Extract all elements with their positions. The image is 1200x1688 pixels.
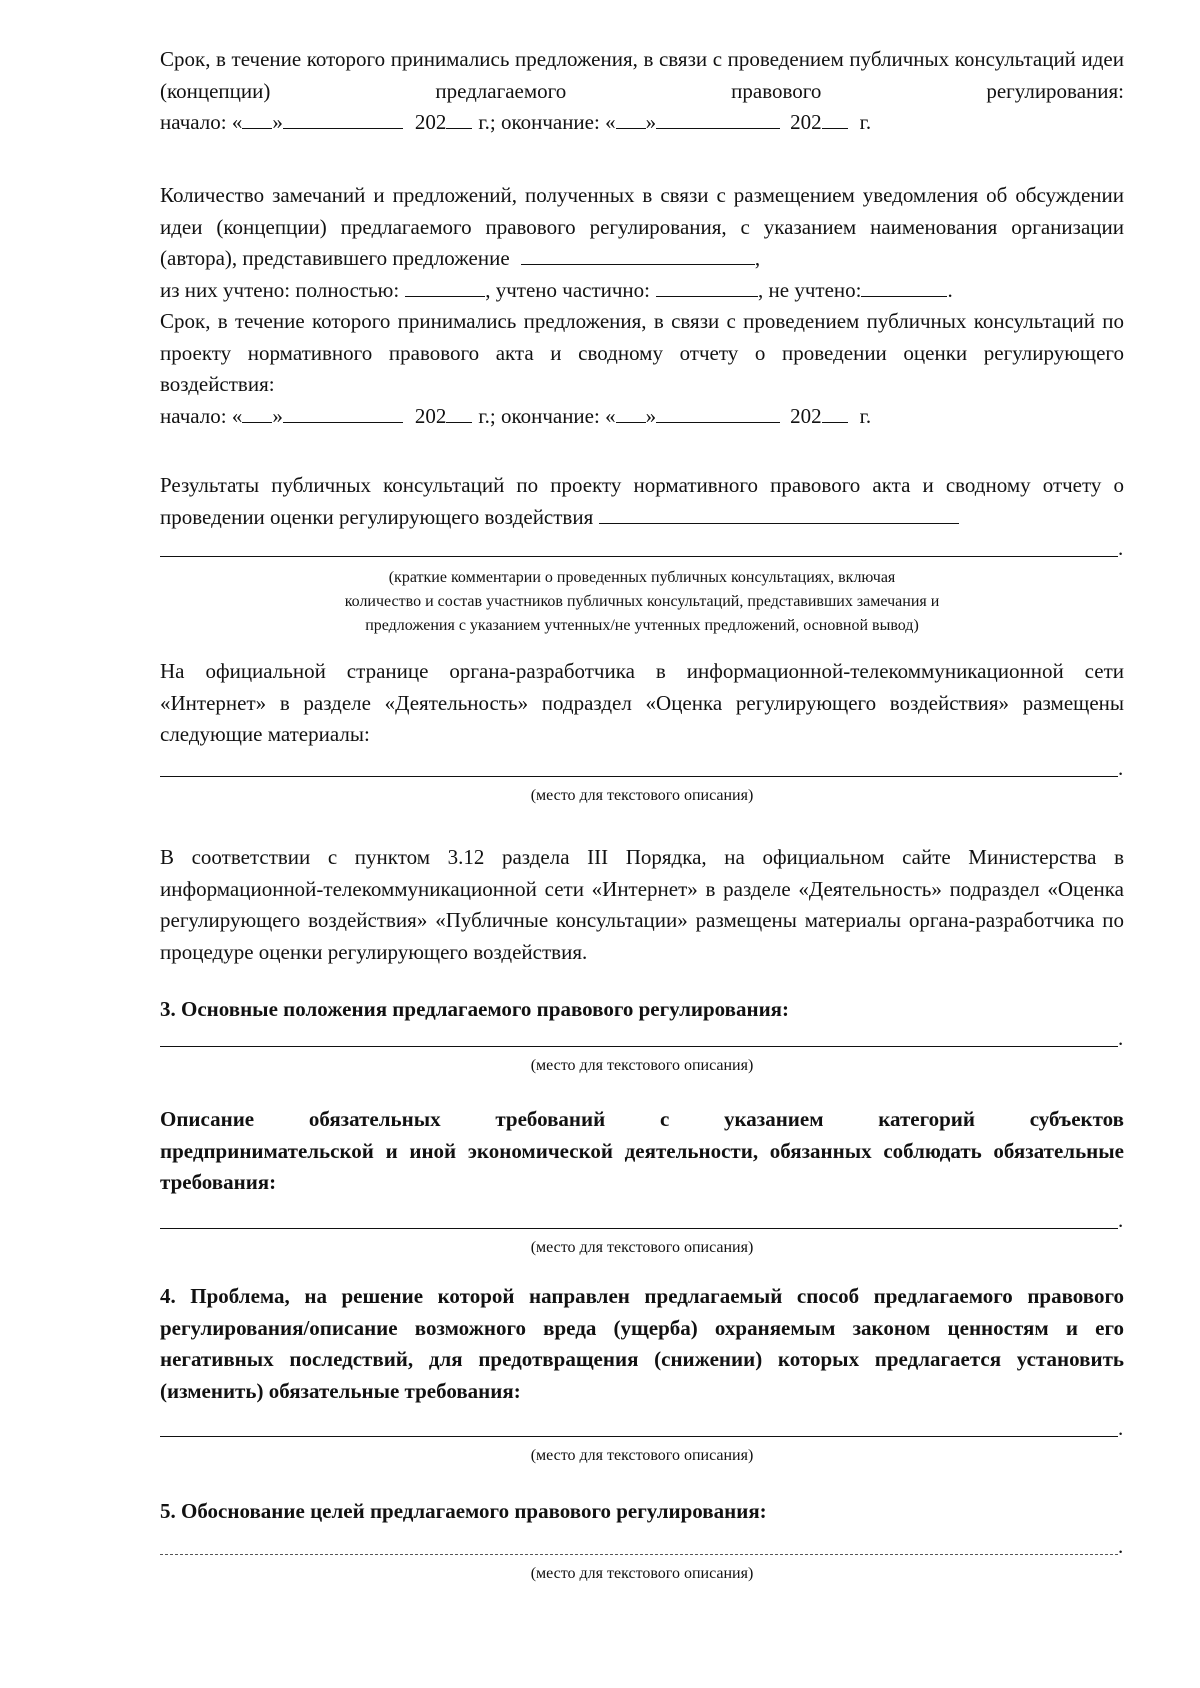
heading-word: Описание	[160, 1107, 255, 1131]
comments-count-paragraph	[160, 180, 1124, 275]
section-5-heading: 5. Обоснование целей предлагаемого правового регулирования:	[160, 1499, 767, 1523]
counts-full-label: из них учтено: полностью:	[160, 278, 400, 302]
start-label: начало: «	[160, 404, 243, 428]
end-day-blank	[616, 402, 646, 423]
requirements-heading-rest: предпринимательской и иной экономической деятельности, обязанных соблюдать обязательные требования:	[160, 1138, 1124, 1194]
rule-period: .	[1118, 1416, 1124, 1440]
year-suffix: г.	[859, 404, 872, 428]
section-4-rule	[160, 1436, 1118, 1437]
period: .	[947, 278, 953, 302]
caption-line: количество и состав участников публичных консультаций, представивших замечания и	[344, 593, 940, 610]
heading-word: категорий	[878, 1107, 975, 1131]
requirements-rule	[160, 1228, 1118, 1229]
comments-counts-line	[160, 275, 1124, 307]
caption-line: предложения с указанием учтенных/не учтенных предложений, основной вывод)	[365, 617, 919, 634]
requirements-heading	[160, 1104, 1124, 1199]
rule-period: .	[1118, 1534, 1124, 1558]
requirements-heading-first-line	[160, 1104, 1124, 1136]
close-quote: »	[645, 110, 657, 134]
results-rule	[160, 556, 1118, 557]
close-quote: »	[645, 404, 657, 428]
start-month-blank	[283, 402, 403, 423]
comma: ,	[754, 246, 761, 270]
rule-period: .	[1118, 1208, 1124, 1232]
paragraph-text: Срок, в течение которого принимались предложения, в связи с проведением публичных консультаций идеи (концепции) предлагаемого правового регулирования:	[160, 47, 1124, 103]
heading-text: 4. Проблема, на решение которой направлен предлагаемый способ предлагаемого правового регулирования/описание возможного вреда (ущерба) охраняемым законом ценностям и его негативных последствий, для предотвращения (снижении) которых предлагается установить (изменить) обязательные требования:	[160, 1284, 1124, 1403]
consultation-period-project-dates	[160, 401, 1124, 433]
paragraph-text: В соответствии с пунктом 3.12 раздела III Порядка, на официальном сайте Министерства в информационной-телекоммуникационной сети «Интернет» в разделе «Деятельность» подраздел «Оценка регулирующего воздействия» «Публичные консультации» размещены материалы органа-разработчика по процедуре оценки регулирующего воздействия.	[160, 845, 1124, 964]
section-3-caption: (место для текстового описания)	[530, 1057, 754, 1074]
results-blank	[599, 503, 959, 524]
close-quote: »	[272, 110, 283, 134]
start-year: 202	[414, 110, 447, 134]
section-4-heading	[160, 1281, 1124, 1407]
ministry-site-paragraph	[160, 842, 1124, 968]
materials-caption: (место для текстового описания)	[530, 787, 754, 804]
not-count-blank	[861, 276, 947, 297]
end-year: 202	[790, 404, 822, 428]
heading-word: обязательных	[308, 1107, 441, 1131]
end-label: г.; окончание: «	[478, 404, 616, 428]
partial-count-blank	[656, 276, 758, 297]
developer-page-materials-paragraph	[160, 656, 1124, 751]
paragraph-text: Результаты публичных консультаций по проекту нормативного правового акта и сводному отчету о проведении оценки регулирующего воздействия	[160, 473, 1124, 529]
rule-period: .	[1118, 1026, 1124, 1050]
close-quote: »	[272, 404, 283, 428]
counts-not-label: , не учтено:	[758, 278, 862, 302]
end-month-blank	[656, 402, 780, 423]
full-count-blank	[405, 276, 485, 297]
author-blank	[521, 244, 755, 265]
section-5-rule	[160, 1554, 1118, 1555]
start-month-blank	[283, 108, 403, 129]
consultation-results-paragraph	[160, 470, 1124, 533]
heading-word: субъектов	[1029, 1107, 1124, 1131]
end-year: 202	[790, 110, 822, 134]
heading-word: указанием	[723, 1107, 824, 1131]
end-month-blank	[656, 108, 780, 129]
start-label: начало: «	[160, 110, 243, 134]
section-3-rule	[160, 1046, 1118, 1047]
end-year-blank	[822, 108, 848, 129]
materials-rule	[160, 776, 1118, 777]
consultation-period-idea-paragraph	[160, 44, 1124, 107]
section-5-caption: (место для текстового описания)	[530, 1565, 754, 1582]
start-year-blank	[446, 108, 472, 129]
counts-partial-label: , учтено частично:	[485, 278, 651, 302]
consultation-period-idea-dates	[160, 107, 1124, 139]
section-3-heading: 3. Основные положения предлагаемого правового регулирования:	[160, 997, 790, 1021]
heading-word: с	[659, 1107, 670, 1131]
start-day-blank	[242, 402, 272, 423]
heading-word: требований	[495, 1107, 606, 1131]
paragraph-text: Срок, в течение которого принимались предложения, в связи с проведением публичных консультаций по проекту нормативного правового акта и сводному отчету о проведении оценки регулирующего воздействия:	[160, 309, 1124, 396]
rule-period: .	[1118, 536, 1124, 560]
requirements-caption: (место для текстового описания)	[530, 1239, 754, 1256]
year-suffix: г.	[859, 110, 872, 134]
end-year-blank	[822, 402, 848, 423]
section-4-caption: (место для текстового описания)	[530, 1447, 754, 1464]
end-day-blank	[616, 108, 646, 129]
paragraph-text: На официальной странице органа-разработчика в информационной-телекоммуникационной сети «Интернет» в разделе «Деятельность» подраздел «Оценка регулирующего воздействия» размещены следующие материалы:	[160, 659, 1124, 746]
caption-line: (краткие комментарии о проведенных публичных консультациях, включая	[388, 569, 896, 586]
rule-period: .	[1118, 756, 1124, 780]
start-day-blank	[242, 108, 272, 129]
start-year-blank	[446, 402, 472, 423]
consultation-period-project-paragraph	[160, 306, 1124, 401]
end-label: г.; окончание: «	[478, 110, 616, 134]
results-caption	[160, 566, 1124, 638]
paragraph-text: Количество замечаний и предложений, полученных в связи с размещением уведомления об обсуждении идеи (концепции) предлагаемого правового регулирования, с указанием наименования организации (автора), представившего предложение	[160, 183, 1124, 270]
start-year: 202	[414, 404, 447, 428]
